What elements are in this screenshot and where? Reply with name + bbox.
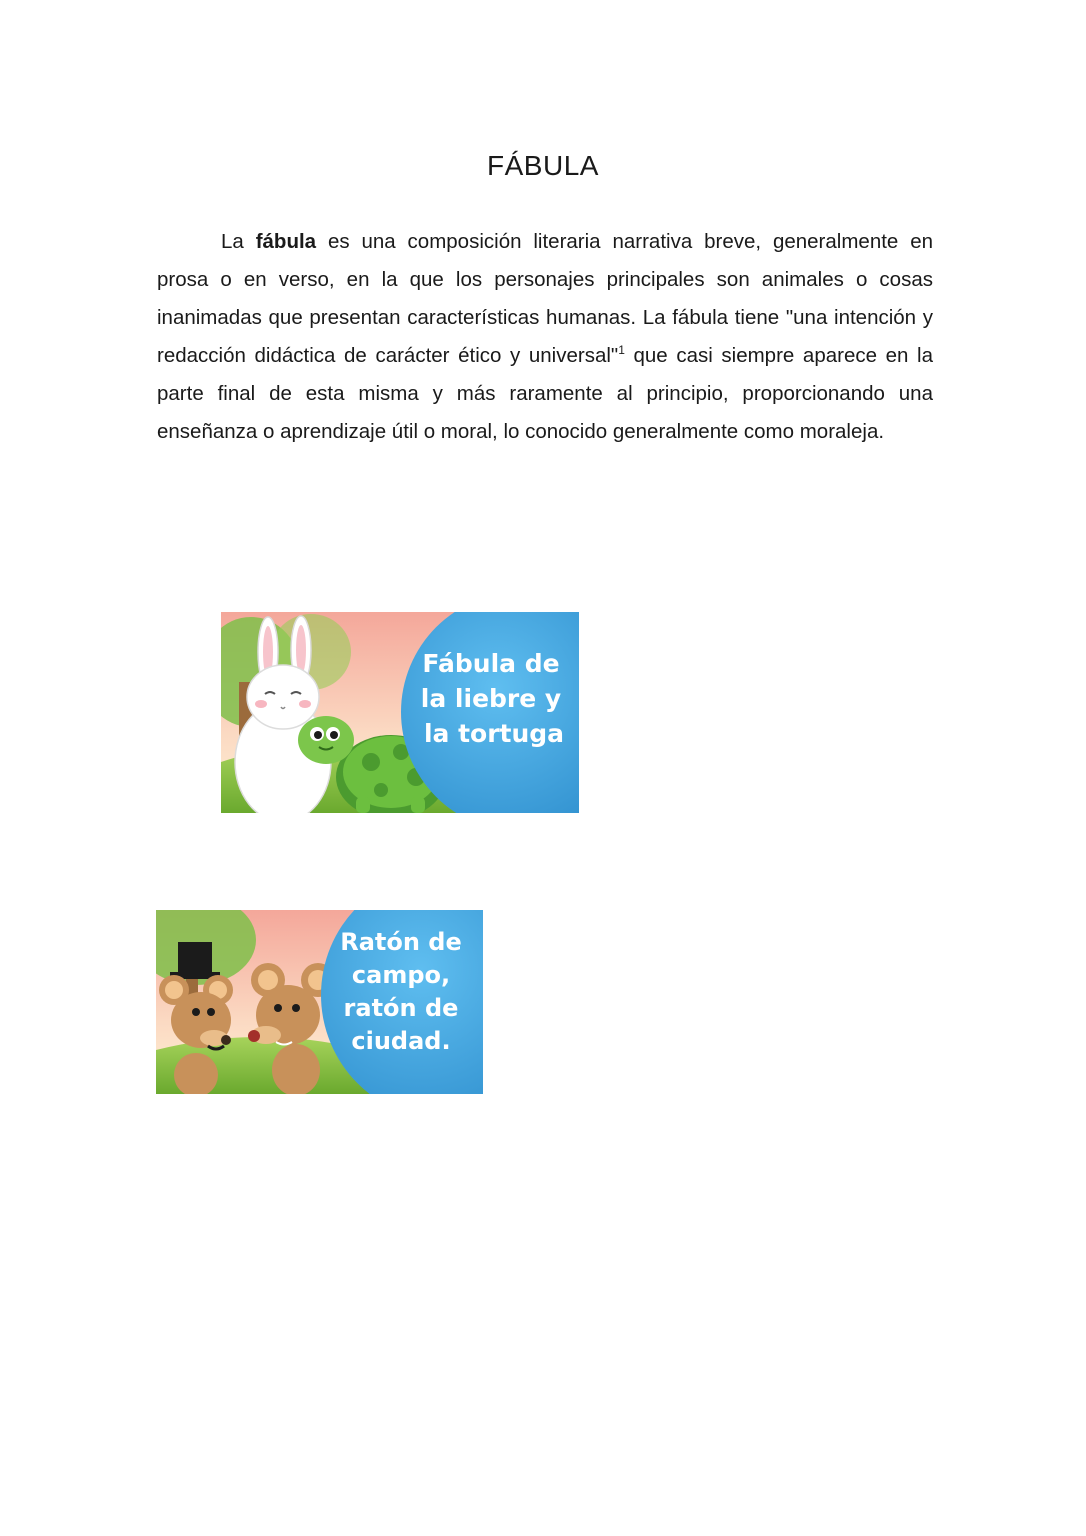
caption-line-1: Ratón de [340, 928, 462, 956]
page-title: FÁBULA [487, 150, 599, 181]
body-paragraph [157, 223, 933, 451]
caption-line-3: ratón de [343, 994, 459, 1022]
caption-line-3: la tortuga [423, 719, 565, 748]
caption-line-2: la liebre y [420, 684, 562, 713]
hare-tortoise-illustration [221, 612, 579, 813]
mice-illustration [156, 910, 483, 1094]
paragraph-part2: que casi siempre aparece en la parte final de esta misma y más raramente al principio, proporcionando una enseñanza o aprendizaje útil o moral, lo conocido generalmente como moraleja. [157, 344, 933, 443]
caption-line-4: ciudad. [351, 1027, 451, 1055]
paragraph-part1: es una composición literaria narrativa breve, generalmente en prosa o en verso, en la que los personajes principales son animales o cosas inanimadas que presentan características humanas. La fábula tiene "una intención y redacción didáctica de carácter ético y universal" [157, 230, 933, 367]
paragraph-intro: La [221, 230, 256, 253]
caption-line-1: Fábula de [422, 649, 560, 678]
caption-line-2: campo, [351, 961, 451, 989]
footnote-ref[interactable]: 1 [618, 343, 625, 357]
bold-term: fábula [255, 230, 317, 253]
